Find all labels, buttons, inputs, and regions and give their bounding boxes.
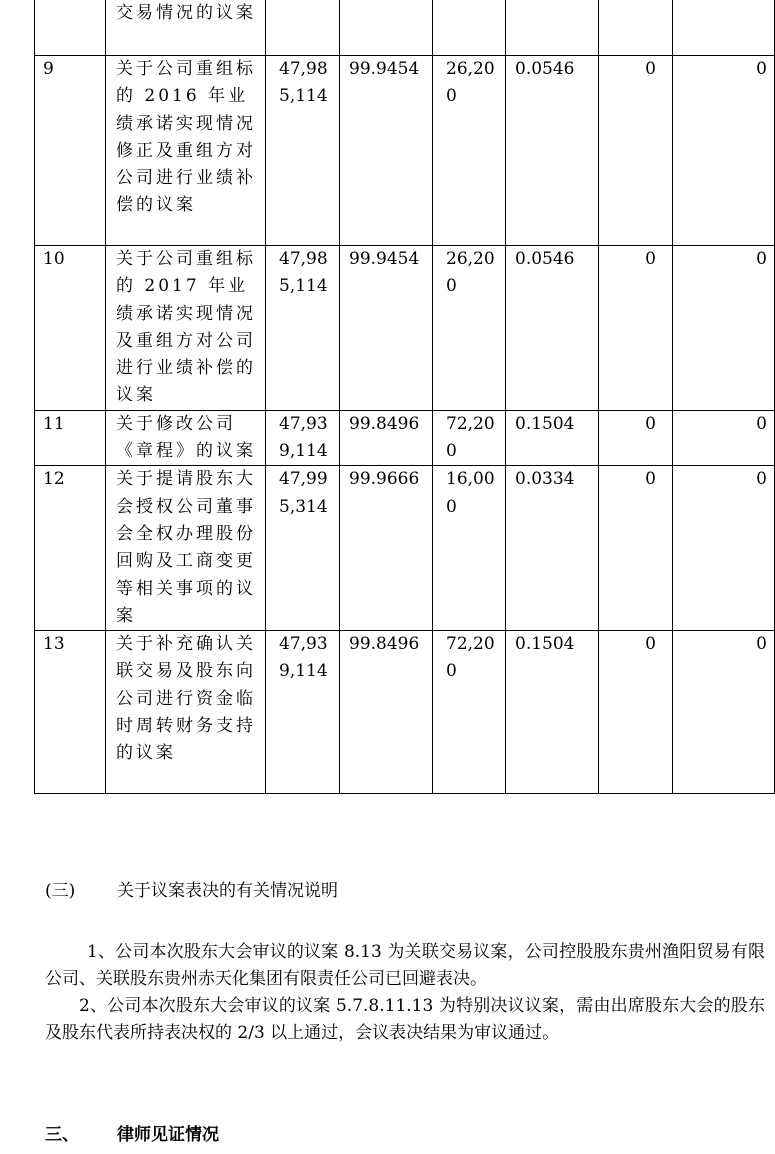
abstain-percent: 0 xyxy=(673,246,775,411)
agree-shares: 47,939,114 xyxy=(266,410,340,466)
abstain-shares: 0 xyxy=(599,56,673,246)
against-shares: 72,200 xyxy=(433,631,506,794)
table-row xyxy=(35,631,775,794)
agree-percent: 99.9454 xyxy=(340,246,433,411)
abstain-shares: 0 xyxy=(599,631,673,794)
abstain-shares: 0 xyxy=(599,410,673,466)
abstain-shares: 0 xyxy=(599,246,673,411)
proposal-name: 关于公司重组标的 2016 年业绩承诺实现情况修正及重组方对公司进行业绩补偿的议案 xyxy=(106,56,266,246)
agree-percent: 99.8496 xyxy=(340,631,433,794)
proposal-name: 关于补充确认关联交易及股东向公司进行资金临时周转财务支持的议案 xyxy=(106,631,266,794)
section-3-label: (三) xyxy=(45,881,76,901)
agree-percent: 99.8496 xyxy=(340,410,433,466)
against-shares: 16,000 xyxy=(433,466,506,631)
note-paragraph-2: 2、公司本次股东大会审议的议案 5.7.8.11.13 为特别决议议案，需由出席股东大会的股东及股东代表所持表决权的 2/3 以上通过，会议表决结果为审议通过。 xyxy=(45,996,765,1043)
proposal-name: 关于修改公司《章程》的议案 xyxy=(106,410,266,466)
proposal-name: 关于公司重组标的 2017 年业绩承诺实现情况及重组方对公司进行业绩补偿的议案 xyxy=(106,246,266,411)
against-shares: 26,200 xyxy=(433,246,506,411)
table-row xyxy=(35,410,775,466)
agree-percent: 99.9666 xyxy=(340,466,433,631)
proposal-number: 9 xyxy=(35,56,106,246)
against-percent: 0.0334 xyxy=(506,466,599,631)
abstain-percent: 0 xyxy=(673,410,775,466)
against-percent: 0.1504 xyxy=(506,410,599,466)
note-paragraph-1: 1、公司本次股东大会审议的议案 8.13 为关联交易议案，公司控股股东贵州渔阳贸易有限公司、关联股东贵州赤天化集团有限责任公司已回避表决。 xyxy=(45,942,765,989)
against-shares: 26,200 xyxy=(433,56,506,246)
heading-3-title: 律师见证情况 xyxy=(117,1125,219,1145)
agree-shares: 47,985,114 xyxy=(266,56,340,246)
table-row xyxy=(35,56,775,246)
proposal-name: 交易情况的议案 xyxy=(106,0,266,56)
proposal-number: 12 xyxy=(35,466,106,631)
agree-shares: 47,939,114 xyxy=(266,631,340,794)
proposal-number: 10 xyxy=(35,246,106,411)
section-3-title: 关于议案表决的有关情况说明 xyxy=(117,881,338,901)
table-row xyxy=(35,0,775,56)
table-row xyxy=(35,246,775,411)
abstain-shares: 0 xyxy=(599,466,673,631)
agree-shares: 47,985,114 xyxy=(266,246,340,411)
proposal-name: 关于提请股东大会授权公司董事会全权办理股份回购及工商变更等相关事项的议案 xyxy=(106,466,266,631)
heading-3-label: 三、 xyxy=(45,1125,79,1145)
table-row xyxy=(35,466,775,631)
against-percent: 0.0546 xyxy=(506,246,599,411)
agree-shares: 47,995,314 xyxy=(266,466,340,631)
abstain-percent: 0 xyxy=(673,631,775,794)
against-percent: 0.0546 xyxy=(506,56,599,246)
proposal-number: 11 xyxy=(35,410,106,466)
against-percent: 0.1504 xyxy=(506,631,599,794)
vote-results-table xyxy=(34,0,775,794)
agree-percent: 99.9454 xyxy=(340,56,433,246)
proposal-number: 13 xyxy=(35,631,106,794)
against-shares: 72,200 xyxy=(433,410,506,466)
abstain-percent: 0 xyxy=(673,466,775,631)
abstain-percent: 0 xyxy=(673,56,775,246)
